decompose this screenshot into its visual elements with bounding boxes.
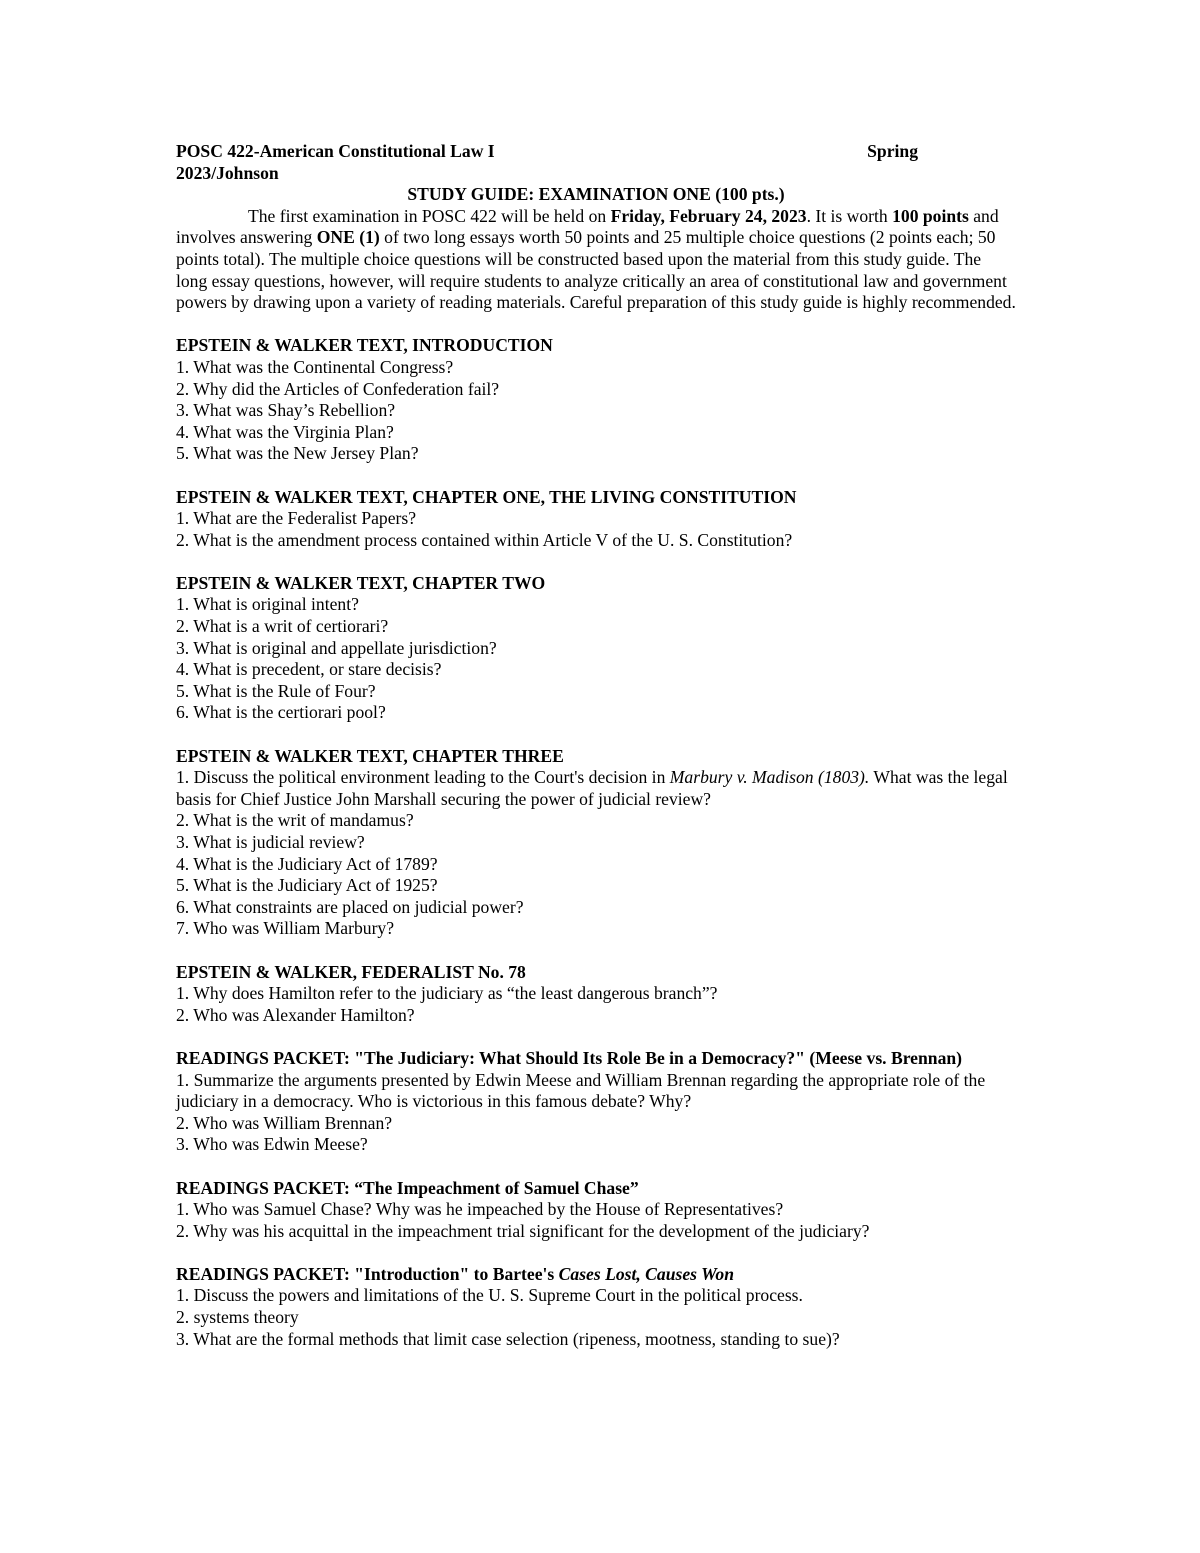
section-heading [176, 1264, 1016, 1286]
question: 1. Why does Hamilton refer to the judiciary as “the least dangerous branch”? [176, 983, 718, 1004]
section-heading: EPSTEIN & WALKER TEXT, INTRODUCTION [176, 335, 553, 356]
question: 1. Discuss the powers and limitations of the U. S. Supreme Court in the political process. [176, 1285, 803, 1306]
question: 4. What was the Virginia Plan? [176, 421, 394, 442]
question: 2. What is the writ of mandamus? [176, 810, 414, 831]
question: 4. What is precedent, or stare decisis? [176, 659, 442, 680]
section-heading: EPSTEIN & WALKER, FEDERALIST No. 78 [176, 961, 526, 982]
section-heading: EPSTEIN & WALKER TEXT, CHAPTER ONE, THE LIVING CONSTITUTION [176, 486, 797, 507]
heading-text: READINGS PACKET: "Introduction" to Bartee's [176, 1263, 559, 1284]
essay-count: ONE (1) [316, 227, 380, 248]
header [176, 141, 1016, 163]
section-heading: READINGS PACKET: "The Judiciary: What Should Its Role Be in a Democracy?" (Meese vs. Brennan) [176, 1047, 963, 1068]
question: 3. What are the formal methods that limit case selection (ripeness, mootness, standing to sue)? [176, 1328, 840, 1349]
exam-date: Friday, February 24, 2023 [610, 205, 807, 226]
question: 5. What is the Rule of Four? [176, 680, 376, 701]
question: 2. Why did the Articles of Confederation fail? [176, 378, 500, 399]
term-label: Spring [867, 141, 918, 161]
section-chapter-two [176, 573, 1016, 724]
question: 3. What is judicial review? [176, 832, 365, 852]
question: 3. What is original and appellate jurisdiction? [176, 637, 497, 658]
section-samuel-chase [176, 1178, 1016, 1243]
study-guide-page [176, 141, 1016, 1350]
exam-points: 100 points [892, 205, 969, 226]
question: 3. What was Shay’s Rebellion? [176, 400, 396, 421]
question [176, 767, 1016, 810]
question: 1. Who was Samuel Chase? Why was he impeached by the House of Representatives? [176, 1199, 784, 1220]
question: 2. systems theory [176, 1307, 299, 1328]
section-heading: EPSTEIN & WALKER TEXT, CHAPTER TWO [176, 572, 546, 593]
question: 1. What was the Continental Congress? [176, 356, 454, 377]
question: 4. What is the Judiciary Act of 1789? [176, 853, 438, 874]
question-text: 1. Discuss the political environment leading to the Court's decision in [176, 767, 670, 788]
intro-text: . It is worth [806, 205, 893, 226]
question: 6. What constraints are placed on judicial power? [176, 896, 524, 917]
question: 5. What was the New Jersey Plan? [176, 443, 419, 464]
question: 5. What is the Judiciary Act of 1925? [176, 875, 438, 896]
question: 7. Who was William Marbury? [176, 918, 395, 939]
question: 3. Who was Edwin Meese? [176, 1134, 368, 1155]
question: 2. Who was Alexander Hamilton? [176, 1004, 415, 1025]
question: 2. What is a writ of certiorari? [176, 616, 389, 637]
question: 1. What are the Federalist Papers? [176, 508, 417, 529]
section-introduction [176, 335, 1016, 465]
question: 1. Summarize the arguments presented by Edwin Meese and William Brennan regarding the appropriate role of the judiciary in a democracy. Who is victorious in this famous debate? Why? [176, 1069, 986, 1112]
section-chapter-three [176, 746, 1016, 940]
section-meese-brennan [176, 1048, 1016, 1156]
document-title: STUDY GUIDE: EXAMINATION ONE (100 pts.) [407, 184, 785, 205]
course-title: POSC 422-American Constitutional Law I [176, 141, 495, 161]
question: 2. What is the amendment process contained within Article V of the U. S. Constitution? [176, 529, 793, 550]
book-title: Cases Lost, Causes Won [558, 1263, 734, 1284]
intro-text: The first examination in POSC 422 will be held on [248, 205, 611, 226]
section-bartee [176, 1264, 1016, 1350]
question: 6. What is the certiorari pool? [176, 702, 386, 723]
case-name: Marbury v. Madison (1803). [669, 767, 870, 788]
section-chapter-one [176, 487, 1016, 552]
question: 1. What is original intent? [176, 594, 359, 615]
section-heading: READINGS PACKET: “The Impeachment of Samuel Chase” [176, 1177, 639, 1198]
intro-text: and involves answering [176, 205, 999, 248]
section-federalist-78 [176, 962, 1016, 1027]
term-instructor: 2023/Johnson [176, 162, 279, 183]
intro-text: of two long essays worth 50 points and 25 multiple choice questions (2 points each; 50 points total). The multiple choice questions will be constructed based upon the material from this study guide. The long essay questions, however, will require students to analyze critically an area of constitutional law and government powers by drawing upon a variety of reading materials. Careful preparation of this study guide is highly recommended. [176, 227, 1016, 313]
question: 2. Who was William Brennan? [176, 1112, 393, 1133]
intro-paragraph [176, 206, 1016, 314]
section-heading: EPSTEIN & WALKER TEXT, CHAPTER THREE [176, 745, 564, 766]
question: 2. Why was his acquittal in the impeachment trial significant for the development of the judiciary? [176, 1220, 870, 1241]
question-text: What was the legal basis for Chief Justice John Marshall securing the power of judicial review? [176, 767, 1008, 809]
